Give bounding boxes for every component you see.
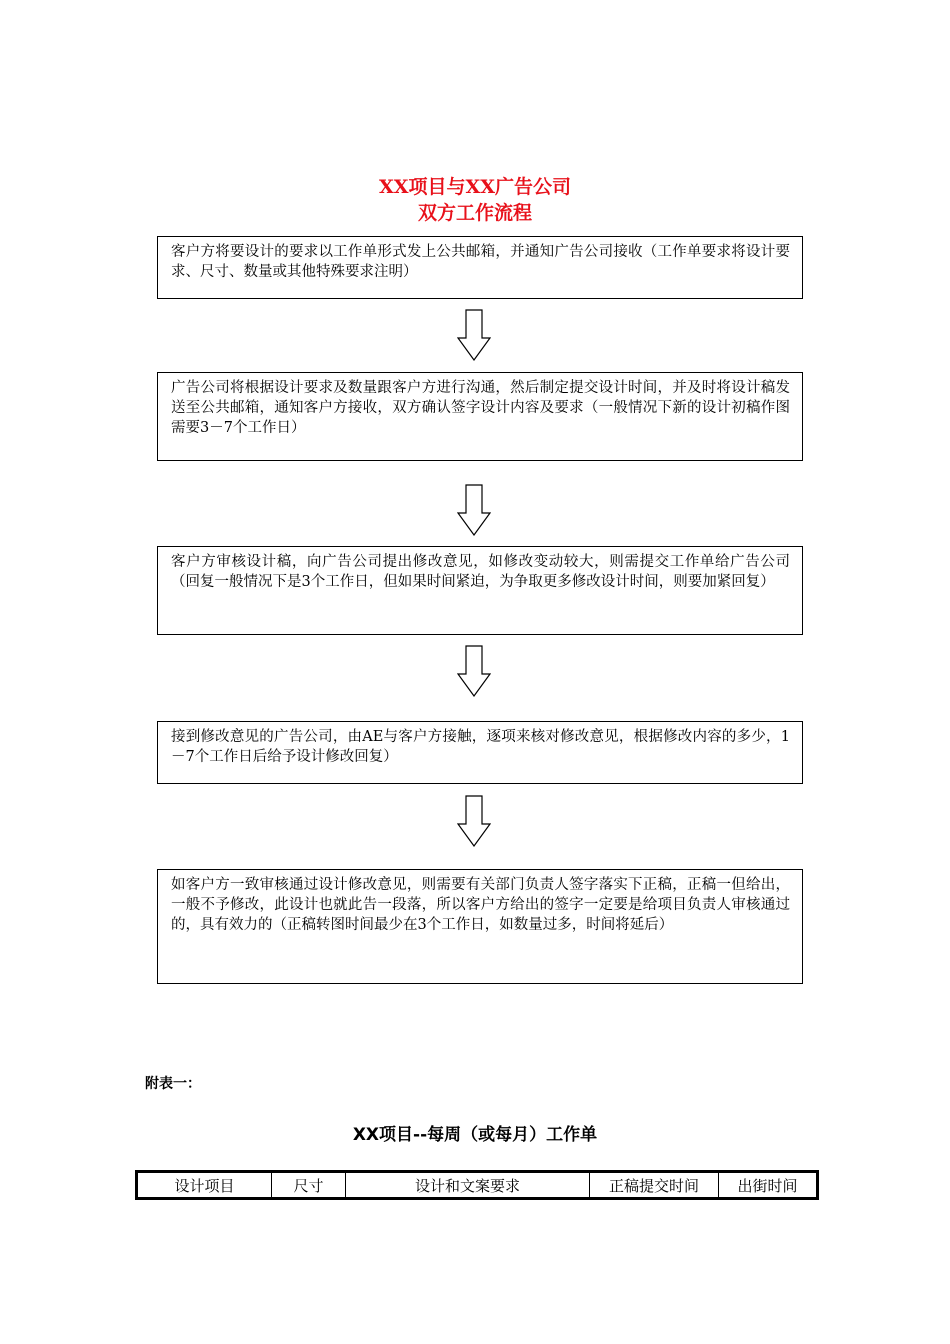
column-header-release-time: 出街时间 [719,1172,818,1199]
column-header-design-item: 设计项目 [137,1172,272,1199]
flow-step-3: 客户方审核设计稿，向广告公司提出修改意见，如修改变动较大，则需提交工作单给广告公司（回复一般情况下是3个工作日，但如果时间紧迫，为争取更多修改设计时间，则要加紧回复） [157,546,803,635]
column-header-final-submit-time: 正稿提交时间 [590,1172,719,1199]
table-header-row [137,1172,818,1199]
work-order-table [135,1170,819,1200]
column-header-requirements: 设计和文案要求 [346,1172,590,1199]
flow-step-1: 客户方将要设计的要求以工作单形式发上公共邮箱，并通知广告公司接收（工作单要求将设计要求、尺寸、数量或其他特殊要求注明） [157,236,803,299]
flow-step-2: 广告公司将根据设计要求及数量跟客户方进行沟通，然后制定提交设计时间，并及时将设计稿发送至公共邮箱，通知客户方接收，双方确认签字设计内容及要求（一般情况下新的设计初稿作图需要3－7个工作日） [157,372,803,461]
flow-step-4: 接到修改意见的广告公司，由AE与客户方接触，逐项来核对修改意见，根据修改内容的多少，1－7个工作日后给予设计修改回复） [157,721,803,784]
document-title-line-2: 双方工作流程 [417,202,532,224]
flow-step-5: 如客户方一致审核通过设计修改意见，则需要有关部门负责人签字落实下正稿，正稿一但给出，一般不予修改，此设计也就此告一段落，所以客户方给出的签字一定要是给项目负责人审核通过的，具有效力的（正稿转图时间最少在3个工作日，如数量过多，时间将延后） [157,869,803,984]
down-arrow-icon [457,309,491,361]
work-order-table-title: XX项目--每周（或每月）工作单 [352,1125,598,1145]
down-arrow-icon [457,484,491,536]
down-arrow-icon [457,645,491,697]
document-title-line-1: XX项目与XX广告公司 [379,176,571,198]
appendix-label: 附表一： [145,1076,201,1092]
down-arrow-icon [457,795,491,847]
column-header-size: 尺寸 [272,1172,346,1199]
